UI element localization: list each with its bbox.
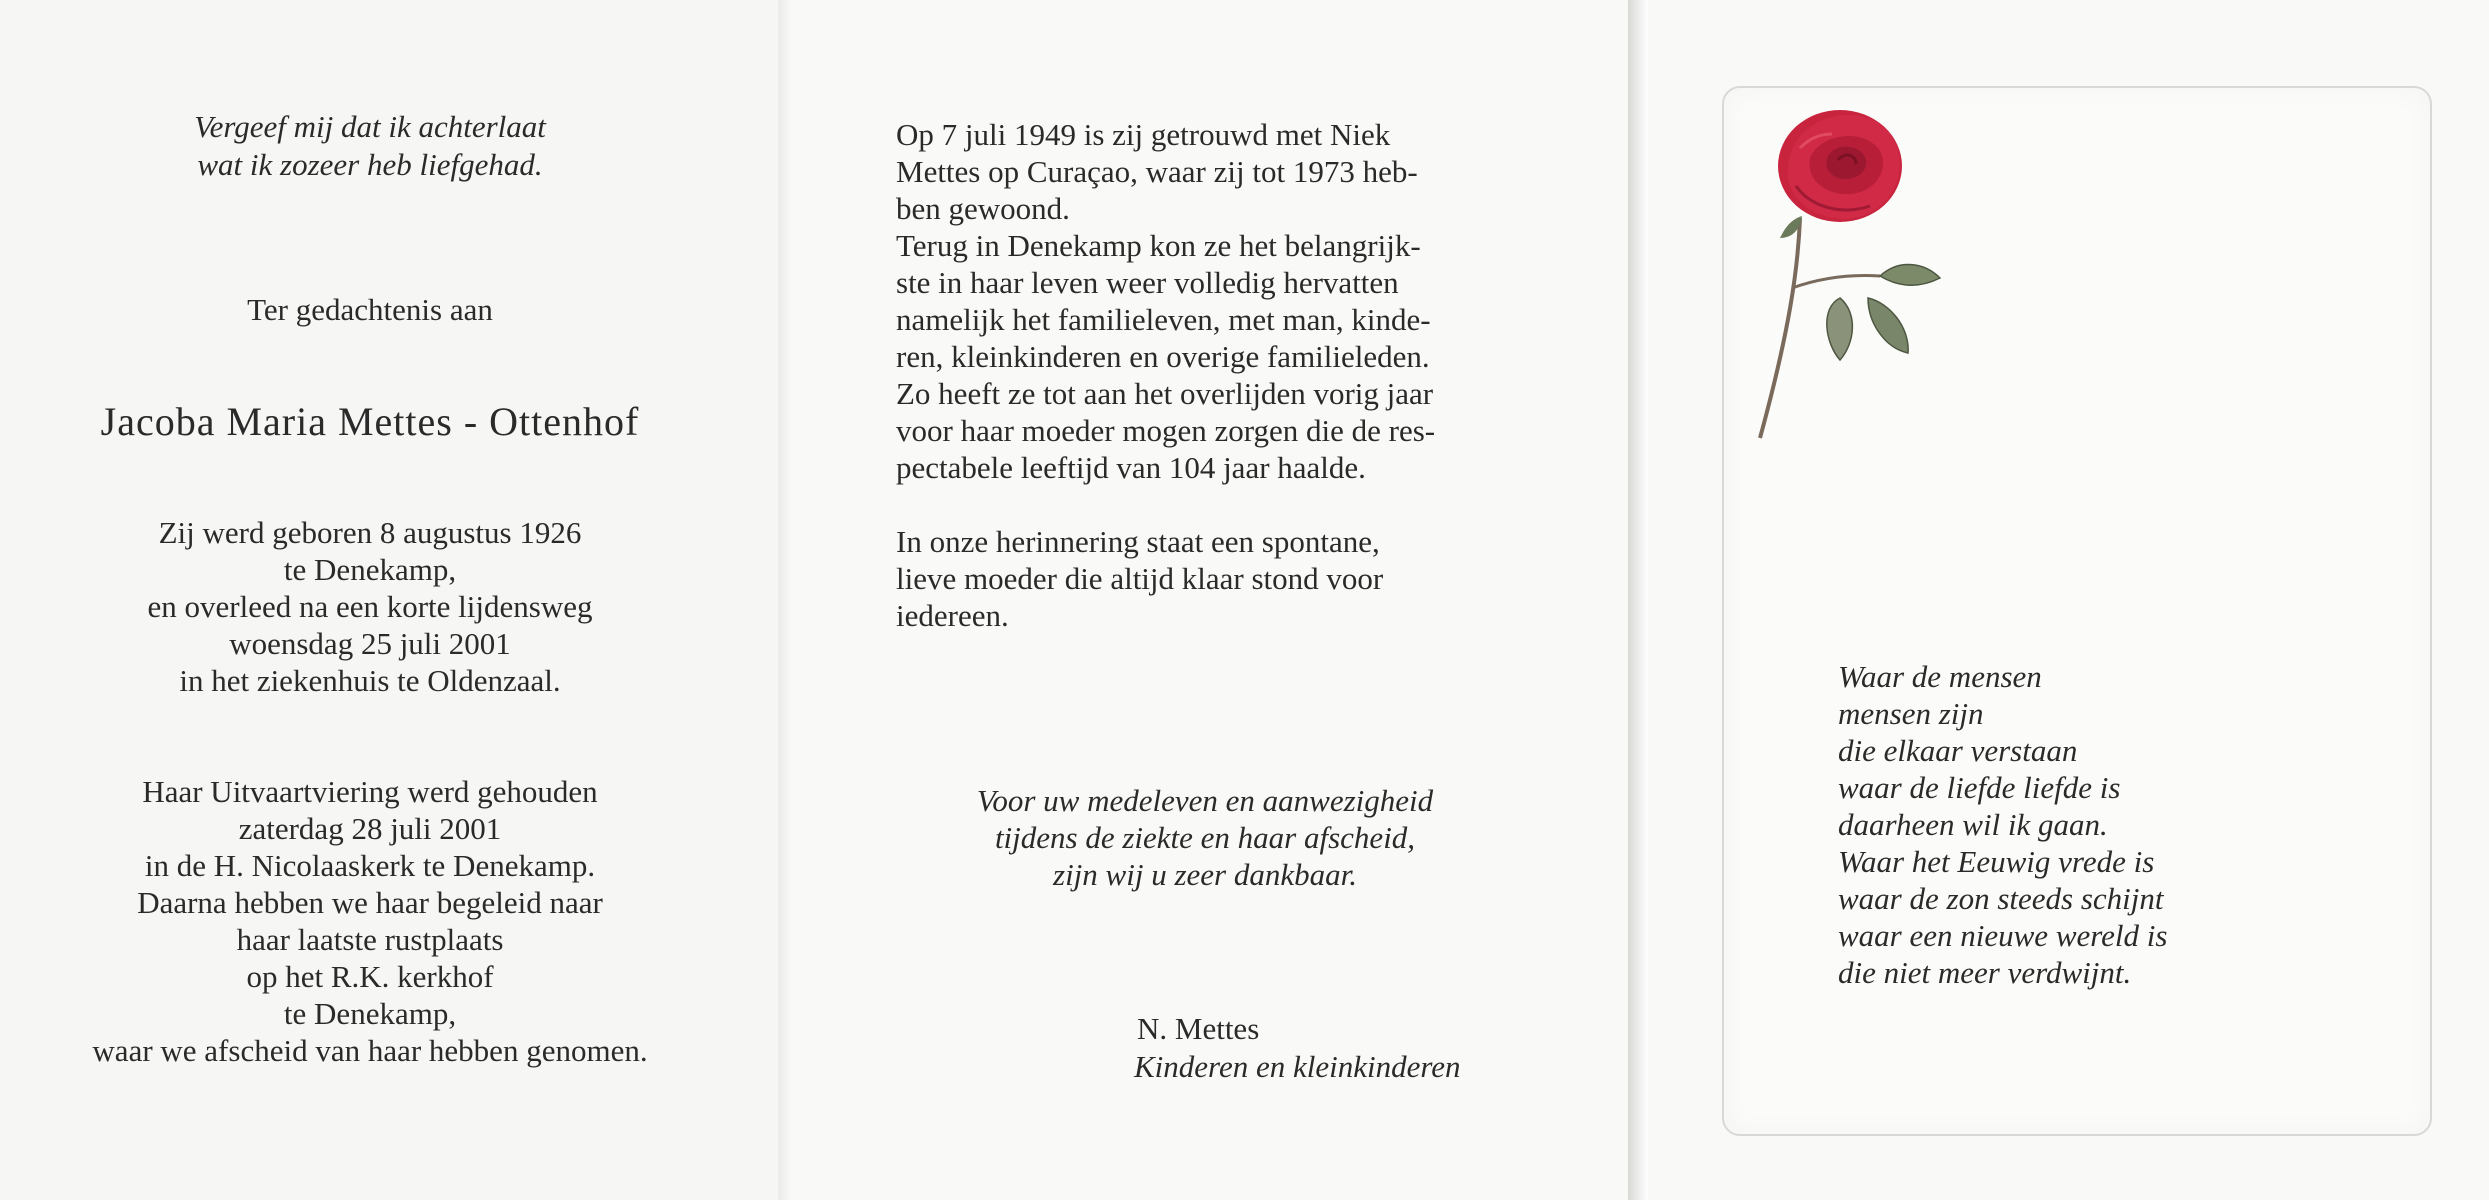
text-line: waar we afscheid van haar hebben genomen. [92, 1033, 648, 1068]
text-line: namelijk het familieleven, met man, kinde- [896, 302, 1431, 337]
fold-shadow [778, 0, 792, 1200]
signature-family: Kinderen en kleinkinderen [1134, 1049, 1461, 1084]
biography-paragraph [896, 116, 1512, 486]
text-line: Voor uw medeleven en aanwezigheid [976, 783, 1434, 818]
poem-line: die niet meer verdwijnt. [1838, 955, 2132, 990]
text-line: op het R.K. kerkhof [246, 959, 494, 994]
poem-line: waar de zon steeds schijnt [1838, 881, 2164, 916]
text-line: in de H. Nicolaaskerk te Denekamp. [144, 848, 596, 883]
text-line: Haar Uitvaartviering werd gehouden [142, 774, 598, 809]
text-line: Daarna hebben we haar begeleid naar [137, 885, 603, 920]
text-line: ren, kleinkinderen en overige familieleden. [896, 339, 1430, 374]
thanks-note [860, 782, 1550, 893]
poem-line: waar de liefde liefde is [1838, 770, 2121, 805]
text-line: zaterdag 28 juli 2001 [238, 811, 502, 846]
text-line: In onze herinnering staat een spontane, [896, 524, 1380, 559]
epigraph [60, 108, 680, 184]
text-line: ste in haar leven weer volledig hervatten [896, 265, 1399, 300]
poem-line: mensen zijn [1838, 696, 1984, 731]
poem [1838, 658, 2358, 991]
poem-line: Waar het Eeuwig vrede is [1838, 844, 2155, 879]
epigraph-line: Vergeef mij dat ik achterlaat [194, 109, 546, 144]
deceased-name: Jacoba Maria Mettes - Ottenhof [100, 399, 640, 444]
text-line: Zo heeft ze tot aan het overlijden vorig jaar [896, 376, 1434, 411]
text-line: haar laatste rustplaats [236, 922, 504, 957]
text-line: pectabele leeftijd van 104 jaar haalde. [896, 450, 1366, 485]
epigraph-line: wat ik zozeer heb liefgehad. [197, 147, 543, 182]
text-line: Op 7 juli 1949 is zij getrouwd met Niek [896, 117, 1391, 152]
text-line: en overleed na een korte lijdensweg [147, 589, 593, 624]
text-line: te Denekamp, [283, 552, 457, 587]
memory-heading: Ter gedachtenis aan [247, 292, 493, 327]
poem-line: die elkaar verstaan [1838, 733, 2078, 768]
funeral-details [30, 773, 710, 1069]
text-line: Zij werd geboren 8 augustus 1926 [158, 515, 582, 550]
rose-icon [1740, 98, 1980, 448]
biography-paragraph [896, 523, 1512, 634]
poem-line: waar een nieuwe wereld is [1838, 918, 2168, 953]
text-line: ben gewoond. [896, 191, 1070, 226]
poem-line: Waar de mensen [1838, 659, 2042, 694]
text-line: Terug in Denekamp kon ze het belangrijk- [896, 228, 1421, 263]
birth-death-details [30, 514, 710, 699]
text-line: iedereen. [896, 598, 1009, 633]
text-line: lieve moeder die altijd klaar stond voor [896, 561, 1384, 596]
text-line: in het ziekenhuis te Oldenzaal. [179, 663, 561, 698]
signature [1134, 1010, 1534, 1086]
text-line: te Denekamp, [283, 996, 457, 1031]
text-line: zijn wij u zeer dankbaar. [1053, 857, 1357, 892]
signature-name: N. Mettes [1137, 1011, 1260, 1046]
panel-gap [1628, 0, 1648, 1200]
text-line: voor haar moeder mogen zorgen die de res- [896, 413, 1436, 448]
text-line: tijdens de ziekte en haar afscheid, [994, 820, 1416, 855]
poem-line: daarheen wil ik gaan. [1838, 807, 2108, 842]
biography [896, 116, 1512, 634]
text-line: Mettes op Curaçao, waar zij tot 1973 heb- [896, 154, 1418, 189]
text-line: woensdag 25 juli 2001 [229, 626, 511, 661]
